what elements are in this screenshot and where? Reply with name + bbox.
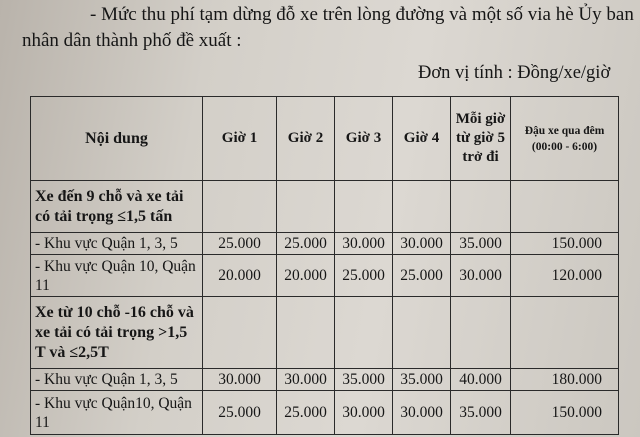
cell-hour-4: 25.000 (393, 255, 451, 297)
header-hour-3: Giờ 3 (335, 97, 393, 181)
row-label: - Khu vực Quận10, Quận 11 (31, 391, 203, 435)
cell-hour-3: 35.000 (335, 369, 393, 391)
cell-overnight: 180.000 (511, 369, 619, 391)
cell-hour-4: 30.000 (393, 233, 451, 255)
table-row (31, 369, 619, 391)
parking-fee-table (30, 96, 619, 435)
table-row (31, 255, 619, 297)
cell-hour-3: 30.000 (335, 391, 393, 435)
table-group-row (31, 297, 619, 369)
cell-hour-3: 30.000 (335, 233, 393, 255)
row-label: - Khu vực Quận 1, 3, 5 (31, 233, 203, 255)
header-hour-4: Giờ 4 (393, 97, 451, 181)
cell-hour-2: 20.000 (277, 255, 335, 297)
group-title: Xe đến 9 chỗ và xe tải có tải trọng ≤1,5 tấn (31, 181, 203, 233)
row-label: - Khu vực Quận 1, 3, 5 (31, 369, 203, 391)
cell-hour-1: 30.000 (203, 369, 277, 391)
cell-hour-1: 25.000 (203, 233, 277, 255)
intro-line-2: nhân dân thành phố đề xuất : (22, 30, 242, 51)
intro-line-1: - Mức thu phí tạm dừng đỗ xe trên lòng đường và một số via hè Ủy ban (90, 4, 634, 25)
cell-hour-2: 25.000 (277, 391, 335, 435)
table-row (31, 391, 619, 435)
table-header-row (31, 97, 619, 181)
header-overnight-line-2: (00:00 - 6:00) (531, 140, 598, 153)
cell-hour-2: 30.000 (277, 369, 335, 391)
header-hour-5-onward: Mỗi giờ từ giờ 5 trở đi (451, 97, 511, 181)
header-overnight-line-1: Đậu xe qua đêm (524, 124, 605, 137)
header-content: Nội dung (31, 97, 203, 181)
cell-hour-2: 25.000 (277, 233, 335, 255)
group-title: Xe từ 10 chỗ -16 chỗ và xe tải có tải trọng >1,5 T và ≤2,5T (31, 297, 203, 369)
cell-hour-4: 30.000 (393, 391, 451, 435)
cell-hour-4: 35.000 (393, 369, 451, 391)
header-hour-2: Giờ 2 (277, 97, 335, 181)
cell-hour-1: 25.000 (203, 391, 277, 435)
intro-paragraph (22, 2, 634, 54)
cell-overnight: 120.000 (511, 255, 619, 297)
cell-hour-5: 35.000 (451, 233, 511, 255)
cell-hour-5: 35.000 (451, 391, 511, 435)
table-group-row (31, 181, 619, 233)
cell-hour-1: 20.000 (203, 255, 277, 297)
unit-label: Đơn vị tính : Đồng/xe/giờ (418, 63, 611, 83)
header-hour-1: Giờ 1 (203, 97, 277, 181)
header-overnight (511, 97, 619, 181)
cell-hour-5: 40.000 (451, 369, 511, 391)
row-label: - Khu vực Quận 10, Quận 11 (31, 255, 203, 297)
table-row (31, 233, 619, 255)
cell-hour-5: 30.000 (451, 255, 511, 297)
cell-overnight: 150.000 (511, 391, 619, 435)
cell-overnight: 150.000 (511, 233, 619, 255)
cell-hour-3: 25.000 (335, 255, 393, 297)
